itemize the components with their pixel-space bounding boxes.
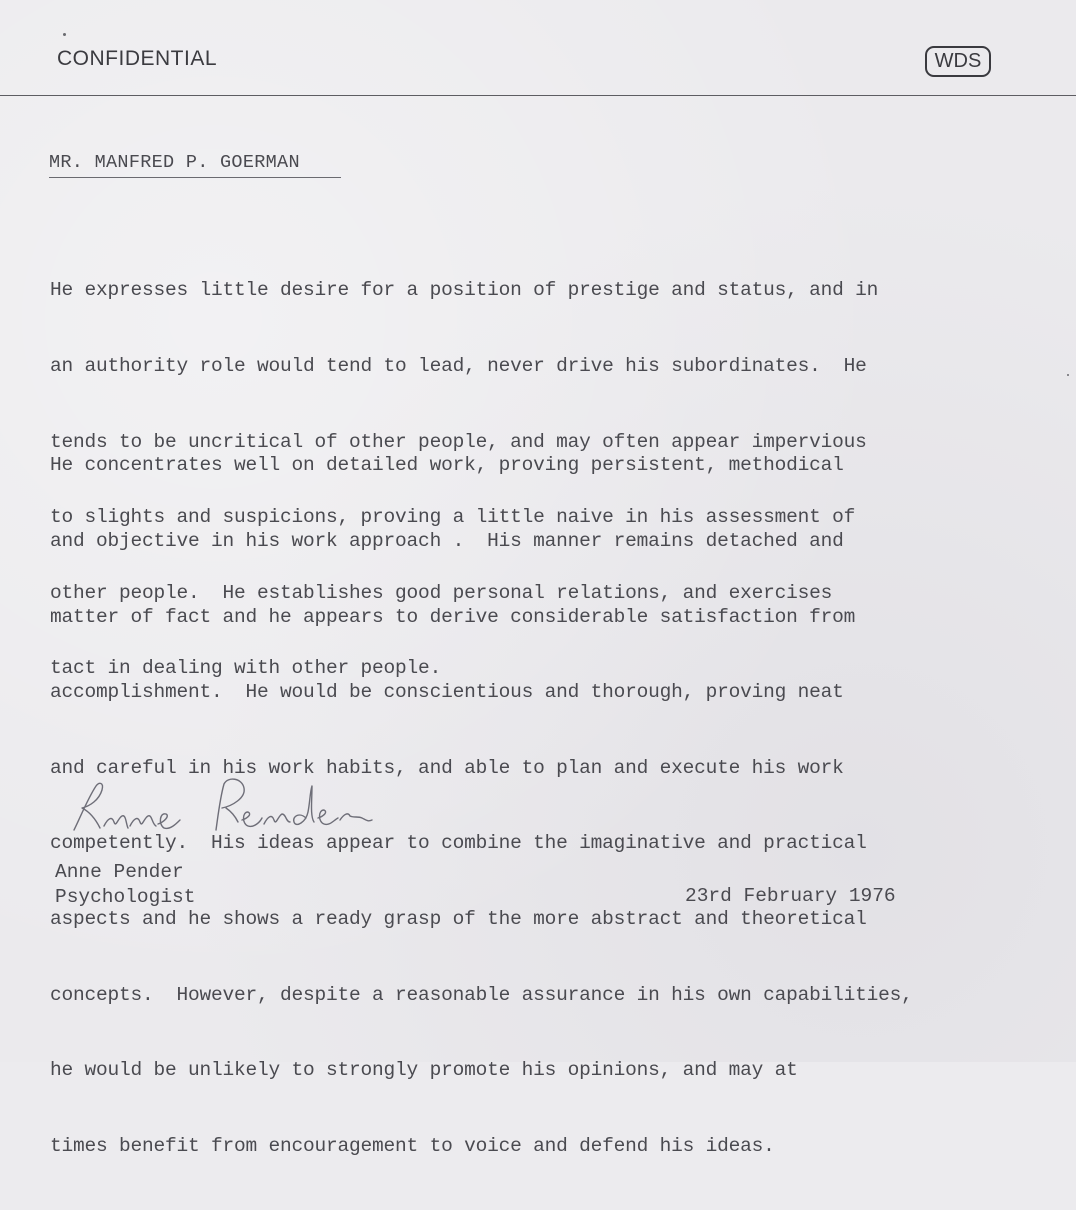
paper-speck — [63, 33, 66, 36]
text-line: matter of fact and he appears to derive considerable satisfaction from — [50, 605, 856, 628]
text-line: tends to be uncritical of other people, and may often appear impervious — [50, 430, 867, 453]
text-line: tact in dealing with other people. — [50, 657, 442, 680]
text-line: other people. He establishes good personal relations, and exercises — [50, 581, 833, 604]
confidential-label: CONFIDENTIAL — [57, 47, 218, 70]
text-line: competently. His ideas appear to combine the imaginative and practical — [50, 832, 867, 855]
text-line: and careful in his work habits, and able to plan and execute his work — [50, 756, 844, 779]
wds-logo: WDS — [925, 46, 991, 77]
paper-speck — [1067, 374, 1069, 376]
handwritten-signature — [66, 768, 386, 848]
text-line: concepts. However, despite a reasonable assurance in his own capabilities, — [50, 983, 913, 1006]
signatory-title: Psychologist — [55, 886, 196, 908]
header-divider — [0, 95, 1076, 96]
signatory-name: Anne Pender — [55, 861, 184, 883]
text-line: to slights and suspicions, proving a little naive in his assessment of — [50, 506, 856, 529]
text-line: and objective in his work approach . His manner remains detached and — [50, 530, 844, 553]
subject-name: MR. MANFRED P. GOERMAN — [49, 152, 341, 178]
text-line: He concentrates well on detailed work, proving persistent, methodical — [50, 454, 844, 477]
text-line: an authority role would tend to lead, never drive his subordinates. He — [50, 355, 867, 378]
document-date: 23rd February 1976 — [685, 885, 896, 907]
text-line: accomplishment. He would be conscientious and thorough, proving neat — [50, 681, 844, 704]
text-line: aspects and he shows a ready grasp of the more abstract and theoretical — [50, 908, 867, 931]
text-line: he would be unlikely to strongly promote his opinions, and may at — [50, 1059, 798, 1082]
text-line: times benefit from encouragement to voice and defend his ideas. — [50, 1134, 775, 1157]
text-line: He expresses little desire for a position of prestige and status, and in — [50, 279, 879, 302]
